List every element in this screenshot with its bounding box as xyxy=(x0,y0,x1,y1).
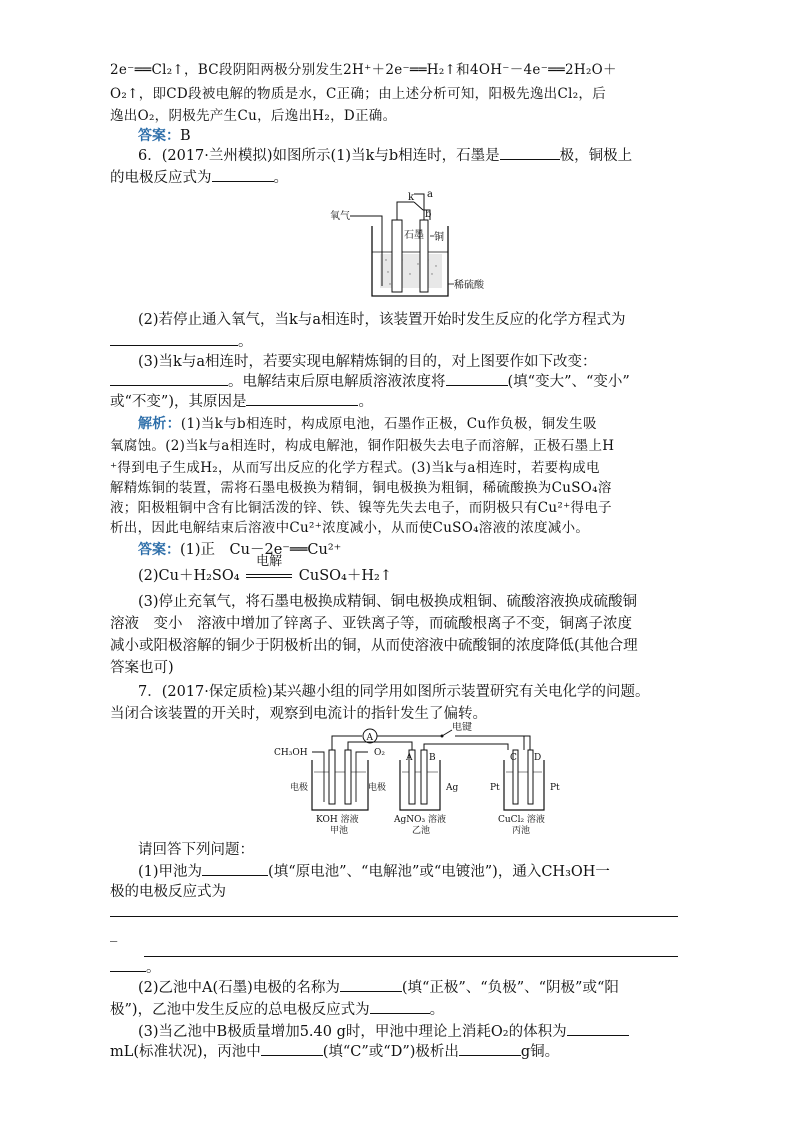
question-7-line: 极的电极反应式为 xyxy=(110,884,226,900)
answer-label: 答案： xyxy=(138,128,180,144)
answer-blank[interactable] xyxy=(459,1055,521,1056)
q6-text: (填“变大”、“变小” xyxy=(507,374,630,390)
q7-text: (填“原电池”、“电解池”或“电镀池”)，通入CH₃OH一 xyxy=(268,864,610,880)
answer-blank[interactable] xyxy=(110,385,228,386)
koh-label: KOH 溶液 xyxy=(316,815,359,825)
oxygen-label: 氧气 xyxy=(330,211,350,222)
question-6-line: (2)若停止通入氧气，当k与a相连时，该装置开始时发生反应的化学方程式为 xyxy=(138,312,626,328)
q7-text: (1)甲池为 xyxy=(138,864,203,880)
text-line: 逸出O₂，阴极先产生Cu，后逸出H₂，D正确。 xyxy=(110,108,397,124)
question-7-line xyxy=(110,958,161,978)
graphite-electrode xyxy=(392,220,402,292)
q6-text: 或“不变”)，其原因是 xyxy=(110,394,247,410)
cell-yi xyxy=(400,760,440,810)
question-7-line: _ xyxy=(110,926,118,942)
reaction-condition: 电解 xyxy=(256,554,283,569)
answer-blank[interactable] xyxy=(246,405,358,406)
question-6-line xyxy=(110,168,288,188)
ammeter-label: A xyxy=(366,733,373,743)
q6-text: 。 xyxy=(238,334,253,350)
question-6-line xyxy=(138,146,632,166)
answer-line-blank[interactable] xyxy=(110,916,678,917)
o2-label: O₂ xyxy=(374,748,385,758)
electrode-jia-right xyxy=(345,750,351,804)
answer-blank[interactable] xyxy=(340,991,402,992)
electrode-label: 电极 xyxy=(290,783,309,793)
answer-blank[interactable] xyxy=(110,971,146,972)
explanation-line: 解精炼铜的装置，需将石墨电极换为精铜，铜电极换为粗铜，稀硫酸换为CuSO₄溶 xyxy=(110,480,612,496)
question-7-line: 请回答下列问题： xyxy=(138,842,254,858)
cell-yi-label: 乙池 xyxy=(412,826,431,834)
electrode-label: 电极 xyxy=(368,783,387,793)
electrode-D xyxy=(528,750,533,804)
answer-blank[interactable] xyxy=(446,385,508,386)
answer-text: (1)正 Cu－2e⁻══Cu²⁺ xyxy=(180,542,342,558)
answer-line xyxy=(138,554,392,586)
question-7-line xyxy=(138,862,610,882)
answer-text: (2)Cu＋H₂SO₄ xyxy=(138,568,240,584)
ag-label: Ag xyxy=(446,783,459,793)
switch-k xyxy=(414,202,423,210)
question-6-line xyxy=(110,332,253,352)
question-7-line: 7．(2017·保定质检)某兴趣小组的同学用如图所示装置研究有关电化学的问题。 xyxy=(138,684,650,700)
cell-jia xyxy=(312,760,368,810)
question-7-line: 当闭合该装置的开关时，观察到电流计的指针发生了偏转。 xyxy=(110,706,487,722)
q6-text: 。 xyxy=(273,170,288,186)
answer-line-blank[interactable] xyxy=(144,956,678,957)
B-label: B xyxy=(429,753,436,763)
q7-text: (2)乙池中A(石墨)电极的名称为 xyxy=(138,980,340,996)
answer-line: 溶液 变小 溶液中增加了锌离子、亚铁离子等，而硫酸根离子不变，铜离子浓度 xyxy=(110,616,632,632)
explanation-line: ⁺得到电子生成H₂，从而写出反应的化学方程式。(3)当k与a相连时，若要构成电 xyxy=(110,460,600,476)
cucl2-label: CuCl₂ 溶液 xyxy=(498,815,545,825)
electrode-B xyxy=(421,750,427,804)
answer-blank[interactable] xyxy=(212,181,274,182)
copper-label: 铜 xyxy=(434,232,444,243)
question-7-line xyxy=(110,1000,444,1020)
question-6-line xyxy=(110,392,373,412)
a-label: a xyxy=(427,189,433,200)
question-7-line xyxy=(110,1042,559,1062)
graphite-label: 石墨 xyxy=(404,230,424,241)
answer-line xyxy=(138,540,341,560)
k-label: k xyxy=(408,192,415,203)
q7-text: g铜。 xyxy=(520,1044,560,1060)
explanation-line: 氧腐蚀。(2)当k与a相连时，构成电解池，铜作阳极失去电子而溶解，正极石墨上H xyxy=(110,438,615,454)
q6-text: 6．(2017·兰州模拟)如图所示(1)当k与b相连时，石墨是 xyxy=(138,148,500,164)
q7-text: mL(标准状况)，丙池中 xyxy=(110,1044,261,1060)
cell-jia-label: 甲池 xyxy=(330,826,349,834)
cell-bing-label: 丙池 xyxy=(512,826,531,834)
explanation-label: 解析： xyxy=(138,416,181,432)
switch-key xyxy=(442,730,452,736)
answer-blank[interactable] xyxy=(567,1035,629,1036)
ch3oh-label: CH₃OH xyxy=(274,748,308,758)
cell-bing xyxy=(504,760,544,810)
electrolysis-figure-1 xyxy=(330,186,490,302)
question-7-line xyxy=(138,1022,629,1042)
answer-blank[interactable] xyxy=(261,1055,323,1056)
electrochem-figure-2 xyxy=(272,722,582,834)
explanation-text: (1)当k与b相连时，构成原电池，石墨作正极，Cu作负极，铜发生吸 xyxy=(180,416,597,432)
answer-line: 答案也可) xyxy=(110,660,174,676)
pt-label: Pt xyxy=(490,783,500,793)
A-label: A xyxy=(406,753,413,763)
explanation-line: 析出，因此电解结束后溶液中Cu²⁺浓度减小，从而使CuSO₄溶液的浓度减小。 xyxy=(110,520,590,536)
question-6-line xyxy=(110,372,630,392)
question-6-line: (3)当k与a相连时，若要实现电解精炼铜的目的，对上图要作如下改变： xyxy=(138,354,597,370)
answer-label: 答案： xyxy=(138,542,180,558)
question-7-line xyxy=(138,978,619,998)
answer-value: B xyxy=(180,128,191,144)
key-label: 电键 xyxy=(452,722,472,733)
q7-text: (填“C”或“D”)极析出 xyxy=(322,1044,459,1060)
b-label: b xyxy=(425,209,432,220)
q7-text: 极”)，乙池中发生反应的总电极反应式为 xyxy=(110,1002,370,1018)
q6-text: 的电极反应式为 xyxy=(110,170,212,186)
answer-line xyxy=(138,126,191,146)
q6-text: 。电解结束后原电解质溶液浓度将 xyxy=(228,374,446,390)
solution-fill xyxy=(380,254,442,288)
C-label: C xyxy=(510,753,517,763)
explanation-line: 液；阳极粗铜中含有比铜活泼的锌、铁、镍等先失去电子，而阴极只有Cu²⁺得电子 xyxy=(110,500,612,516)
electrode-jia-left xyxy=(329,750,335,804)
text-line: O₂↑，即CD段被电解的物质是水，C正确；由上述分析可知，阳极先逸出Cl₂，后 xyxy=(110,86,607,102)
pt-label: Pt xyxy=(550,783,560,793)
answer-blank[interactable] xyxy=(110,345,238,346)
reaction-arrow xyxy=(244,554,294,586)
q7-text: 。 xyxy=(146,960,161,976)
q7-text: (3)当乙池中B极质量增加5.40 g时，甲池中理论上消耗O₂的体积为 xyxy=(138,1024,567,1040)
answer-line: 减小或阳极溶解的铜少于阴极析出的铜，从而使溶液中硫酸铜的浓度降低(其他合理 xyxy=(110,638,638,654)
answer-blank[interactable] xyxy=(202,875,268,876)
acid-label: 稀硫酸 xyxy=(454,280,484,291)
oxygen-tube xyxy=(350,216,382,286)
q7-text: 。 xyxy=(429,1002,445,1018)
answer-text: CuSO₄＋H₂↑ xyxy=(298,568,392,584)
answer-line: (3)停止充氧气，将石墨电极换成精铜、铜电极换成粗铜、硫酸溶液换成硫酸铜 xyxy=(138,594,638,610)
q6-text: 极，铜极上 xyxy=(559,148,633,164)
D-label: D xyxy=(534,753,542,763)
explanation-line xyxy=(138,414,597,434)
text-line: 2e⁻══Cl₂↑，BC段阴阳两极分别发生2H⁺＋2e⁻══H₂↑和4OH⁻－4e⁻══2H₂O＋ xyxy=(110,62,617,78)
answer-blank[interactable] xyxy=(370,1013,430,1014)
q6-text: 。 xyxy=(358,394,373,410)
agno3-label: AgNO₃ 溶液 xyxy=(394,815,446,825)
q7-text: (填“正极”、“负极”、“阴极”或“阳 xyxy=(401,980,619,996)
answer-blank[interactable] xyxy=(500,159,560,160)
